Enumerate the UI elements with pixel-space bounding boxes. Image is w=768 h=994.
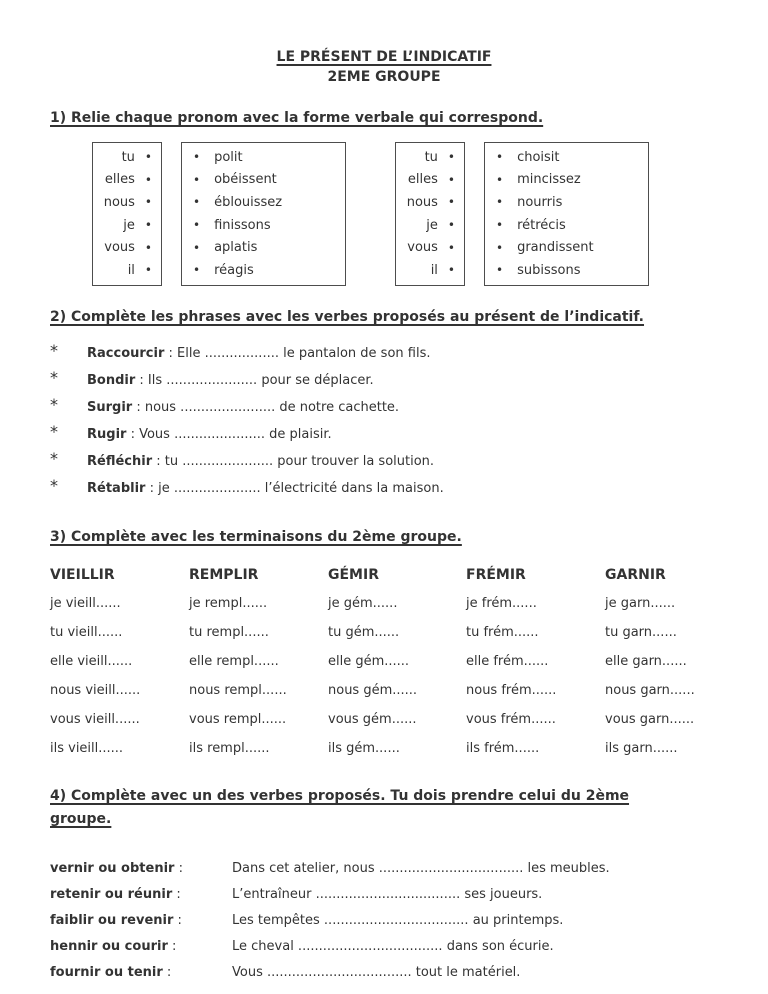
conjugation-cell: je rempl...... — [189, 595, 268, 611]
verb-label: mincissez — [517, 172, 581, 188]
pronoun-row — [93, 236, 161, 259]
conjugation-cell: ils garn...... — [605, 740, 678, 756]
exercise2-sentence: Réfléchir : tu ...................... pour trouver la solution. — [87, 453, 435, 469]
verb-row — [496, 191, 648, 214]
asterisk-bullet: * — [50, 340, 58, 360]
conjugation-cell: nous gém...... — [328, 682, 418, 698]
pronoun-label: elles — [407, 172, 438, 188]
exercise4-sentence: L’entraîneur ................................... ses joueurs. — [232, 887, 543, 903]
page-title — [50, 47, 718, 87]
conjugation-cell: nous rempl...... — [189, 682, 287, 698]
conjugation-cell: je frém...... — [466, 595, 537, 611]
connector-dot-icon: • — [193, 240, 201, 255]
conjugation-cell: tu vieill...... — [50, 624, 123, 640]
verb-label: polit — [214, 149, 243, 165]
exercise2-item — [50, 340, 718, 367]
exercise4-sentence: Les tempêtes ................................... au printemps. — [232, 913, 564, 929]
pronoun-label: je — [426, 217, 438, 233]
verb-label: nourris — [517, 194, 563, 210]
conjugation-cell: ils rempl...... — [189, 740, 270, 756]
exercise4-heading-line2: groupe. — [50, 810, 112, 827]
conjugation-cell: nous frém...... — [466, 682, 557, 698]
pronoun-row — [93, 146, 161, 169]
exercise4-list — [50, 856, 718, 986]
connector-dot-icon: • — [193, 172, 201, 187]
conjugation-cell: elle vieill...... — [50, 653, 133, 669]
conjugation-cell: je garn...... — [605, 595, 676, 611]
exercise2-heading: 2) Complète les phrases avec les verbes proposés au présent de l’indicatif. — [50, 308, 645, 325]
verb-row — [496, 169, 648, 192]
exercise4-item — [50, 934, 718, 960]
exercise2-item — [50, 421, 718, 448]
connector-dot-icon: • — [193, 195, 201, 210]
exercise4-heading — [50, 785, 718, 831]
exercise2-sentence: Surgir : nous ....................... de notre cachette. — [87, 399, 400, 415]
pronoun-row — [93, 214, 161, 237]
connector-dot-icon: • — [496, 150, 504, 165]
connector-dot-icon: • — [447, 150, 455, 165]
verb-row — [193, 146, 345, 169]
asterisk-bullet: * — [50, 448, 58, 468]
verb-box-left — [181, 142, 346, 286]
connector-dot-icon: • — [447, 240, 455, 255]
verb-name: Raccourcir — [87, 345, 165, 361]
conjugation-cell: elle gém...... — [328, 653, 410, 669]
verb-label: subissons — [517, 262, 581, 278]
verb-label: aplatis — [214, 240, 258, 256]
verb-label: réagis — [214, 262, 254, 278]
conjugation-cell: ils frém...... — [466, 740, 540, 756]
conjugation-table — [50, 562, 718, 763]
connector-dot-icon: • — [193, 150, 201, 165]
exercise3-heading: 3) Complète avec les terminaisons du 2ème groupe. — [50, 528, 462, 545]
verb-row — [193, 191, 345, 214]
exercise4-item — [50, 856, 718, 882]
conjugation-cell: vous frém...... — [466, 711, 556, 727]
pronoun-label: vous — [104, 240, 135, 256]
exercise2-item — [50, 367, 718, 394]
exercise1-matching-area — [92, 142, 718, 286]
connector-dot-icon: • — [144, 263, 152, 278]
connector-dot-icon: • — [447, 218, 455, 233]
verb-name: Rétablir — [87, 480, 146, 496]
conjugation-column-header: FRÉMIR — [466, 567, 526, 584]
exercise4-sentence: Dans cet atelier, nous ................................... les meubles. — [232, 861, 610, 877]
conjugation-cell: vous gém...... — [328, 711, 417, 727]
verb-row — [496, 214, 648, 237]
connector-dot-icon: • — [496, 195, 504, 210]
conjugation-column-header: GARNIR — [605, 567, 666, 584]
verb-choice-options: retenir ou réunir — [50, 887, 173, 903]
exercise2-sentence: Rétablir : je ..................... l’électricité dans la maison. — [87, 480, 444, 496]
connector-dot-icon: • — [193, 218, 201, 233]
pronoun-label: nous — [406, 194, 438, 210]
verb-choice-label: faiblir ou revenir : — [50, 913, 182, 929]
matching-group-left — [92, 142, 346, 286]
verb-label: choisit — [517, 149, 560, 165]
exercise2-sentence: Bondir : Ils ...................... pour se déplacer. — [87, 372, 374, 388]
verb-label: finissons — [214, 217, 271, 233]
verb-choice-options: hennir ou courir — [50, 939, 168, 955]
pronoun-row — [396, 236, 464, 259]
connector-dot-icon: • — [447, 195, 455, 210]
pronoun-label: vous — [407, 240, 438, 256]
connector-dot-icon: • — [193, 263, 201, 278]
exercise1-heading: 1) Relie chaque pronom avec la forme verbale qui correspond. — [50, 110, 544, 126]
verb-choice-options: faiblir ou revenir — [50, 913, 174, 929]
verb-row — [193, 214, 345, 237]
verb-label: grandissent — [517, 240, 594, 256]
conjugation-cell: je vieill...... — [50, 595, 121, 611]
pronoun-row — [396, 259, 464, 282]
pronoun-row — [93, 191, 161, 214]
pronoun-label: il — [430, 262, 438, 278]
exercise4-sentence: Vous ................................... tout le matériel. — [232, 965, 521, 981]
conjugation-cell: tu rempl...... — [189, 624, 269, 640]
pronoun-label: nous — [103, 194, 135, 210]
pronoun-label: tu — [121, 149, 135, 165]
asterisk-bullet: * — [50, 475, 58, 495]
connector-dot-icon: • — [496, 240, 504, 255]
connector-dot-icon: • — [496, 172, 504, 187]
verb-row — [496, 146, 648, 169]
connector-dot-icon: • — [496, 218, 504, 233]
connector-dot-icon: • — [144, 172, 152, 187]
conjugation-column-header: REMPLIR — [189, 567, 259, 584]
title-line-2: 2EME GROUPE — [327, 69, 441, 85]
pronoun-row — [93, 259, 161, 282]
verb-choice-label: hennir ou courir : — [50, 939, 177, 955]
connector-dot-icon: • — [496, 263, 504, 278]
exercise2-list — [50, 340, 718, 502]
conjugation-cell: elle frém...... — [466, 653, 549, 669]
conjugation-cell: vous rempl...... — [189, 711, 287, 727]
connector-dot-icon: • — [447, 263, 455, 278]
conjugation-cell: elle rempl...... — [189, 653, 279, 669]
matching-group-right — [395, 142, 649, 286]
verb-choice-label: vernir ou obtenir : — [50, 861, 183, 877]
exercise4-item — [50, 908, 718, 934]
verb-box-right — [484, 142, 649, 286]
exercise2-sentence: Raccourcir : Elle .................. le pantalon de son fils. — [87, 345, 431, 361]
exercise4-item — [50, 960, 718, 986]
asterisk-bullet: * — [50, 421, 58, 441]
connector-dot-icon: • — [144, 218, 152, 233]
verb-row — [193, 236, 345, 259]
conjugation-column-header: VIEILLIR — [50, 567, 115, 584]
pronoun-row — [396, 191, 464, 214]
conjugation-cell: tu gém...... — [328, 624, 400, 640]
exercise4-item — [50, 882, 718, 908]
conjugation-cell: tu frém...... — [466, 624, 539, 640]
pronoun-box-left — [92, 142, 162, 286]
verb-name: Surgir — [87, 399, 133, 415]
conjugation-cell: nous garn...... — [605, 682, 695, 698]
conjugation-column-header: GÉMIR — [328, 567, 379, 584]
conjugation-cell: vous garn...... — [605, 711, 695, 727]
verb-choice-options: fournir ou tenir — [50, 965, 163, 981]
pronoun-box-right — [395, 142, 465, 286]
asterisk-bullet: * — [50, 367, 58, 387]
pronoun-label: elles — [104, 172, 135, 188]
pronoun-label: il — [127, 262, 135, 278]
pronoun-row — [396, 169, 464, 192]
conjugation-cell: vous vieill...... — [50, 711, 140, 727]
connector-dot-icon: • — [144, 195, 152, 210]
pronoun-row — [93, 169, 161, 192]
title-line-1: LE PRÉSENT DE L’INDICATIF — [276, 49, 492, 65]
verb-label: obéissent — [214, 172, 277, 188]
exercise2-sentence: Rugir : Vous ...................... de plaisir. — [87, 426, 332, 442]
pronoun-row — [396, 214, 464, 237]
connector-dot-icon: • — [144, 150, 152, 165]
verb-row — [193, 169, 345, 192]
connector-dot-icon: • — [144, 240, 152, 255]
conjugation-cell: elle garn...... — [605, 653, 687, 669]
verb-choice-label: retenir ou réunir : — [50, 887, 181, 903]
verb-choice-label: fournir ou tenir : — [50, 965, 172, 981]
pronoun-label: tu — [424, 149, 438, 165]
exercise2-item — [50, 448, 718, 475]
verb-row — [496, 259, 648, 282]
conjugation-cell: je gém...... — [328, 595, 398, 611]
verb-name: Rugir — [87, 426, 127, 442]
exercise4-sentence: Le cheval ................................... dans son écurie. — [232, 939, 554, 955]
verb-label: éblouissez — [214, 194, 283, 210]
verb-label: rétrécis — [517, 217, 566, 233]
verb-choice-options: vernir ou obtenir — [50, 861, 175, 877]
pronoun-row — [396, 146, 464, 169]
exercise2-item — [50, 394, 718, 421]
verb-name: Réfléchir — [87, 453, 153, 469]
exercise2-item — [50, 475, 718, 502]
verb-row — [496, 236, 648, 259]
conjugation-cell: tu garn...... — [605, 624, 677, 640]
conjugation-cell: ils gém...... — [328, 740, 400, 756]
verb-row — [193, 259, 345, 282]
asterisk-bullet: * — [50, 394, 58, 414]
conjugation-cell: ils vieill...... — [50, 740, 124, 756]
pronoun-label: je — [123, 217, 135, 233]
conjugation-cell: nous vieill...... — [50, 682, 141, 698]
verb-name: Bondir — [87, 372, 136, 388]
exercise4-heading-line1: 4) Complète avec un des verbes proposés. Tu dois prendre celui du 2ème — [50, 787, 630, 804]
connector-dot-icon: • — [447, 172, 455, 187]
